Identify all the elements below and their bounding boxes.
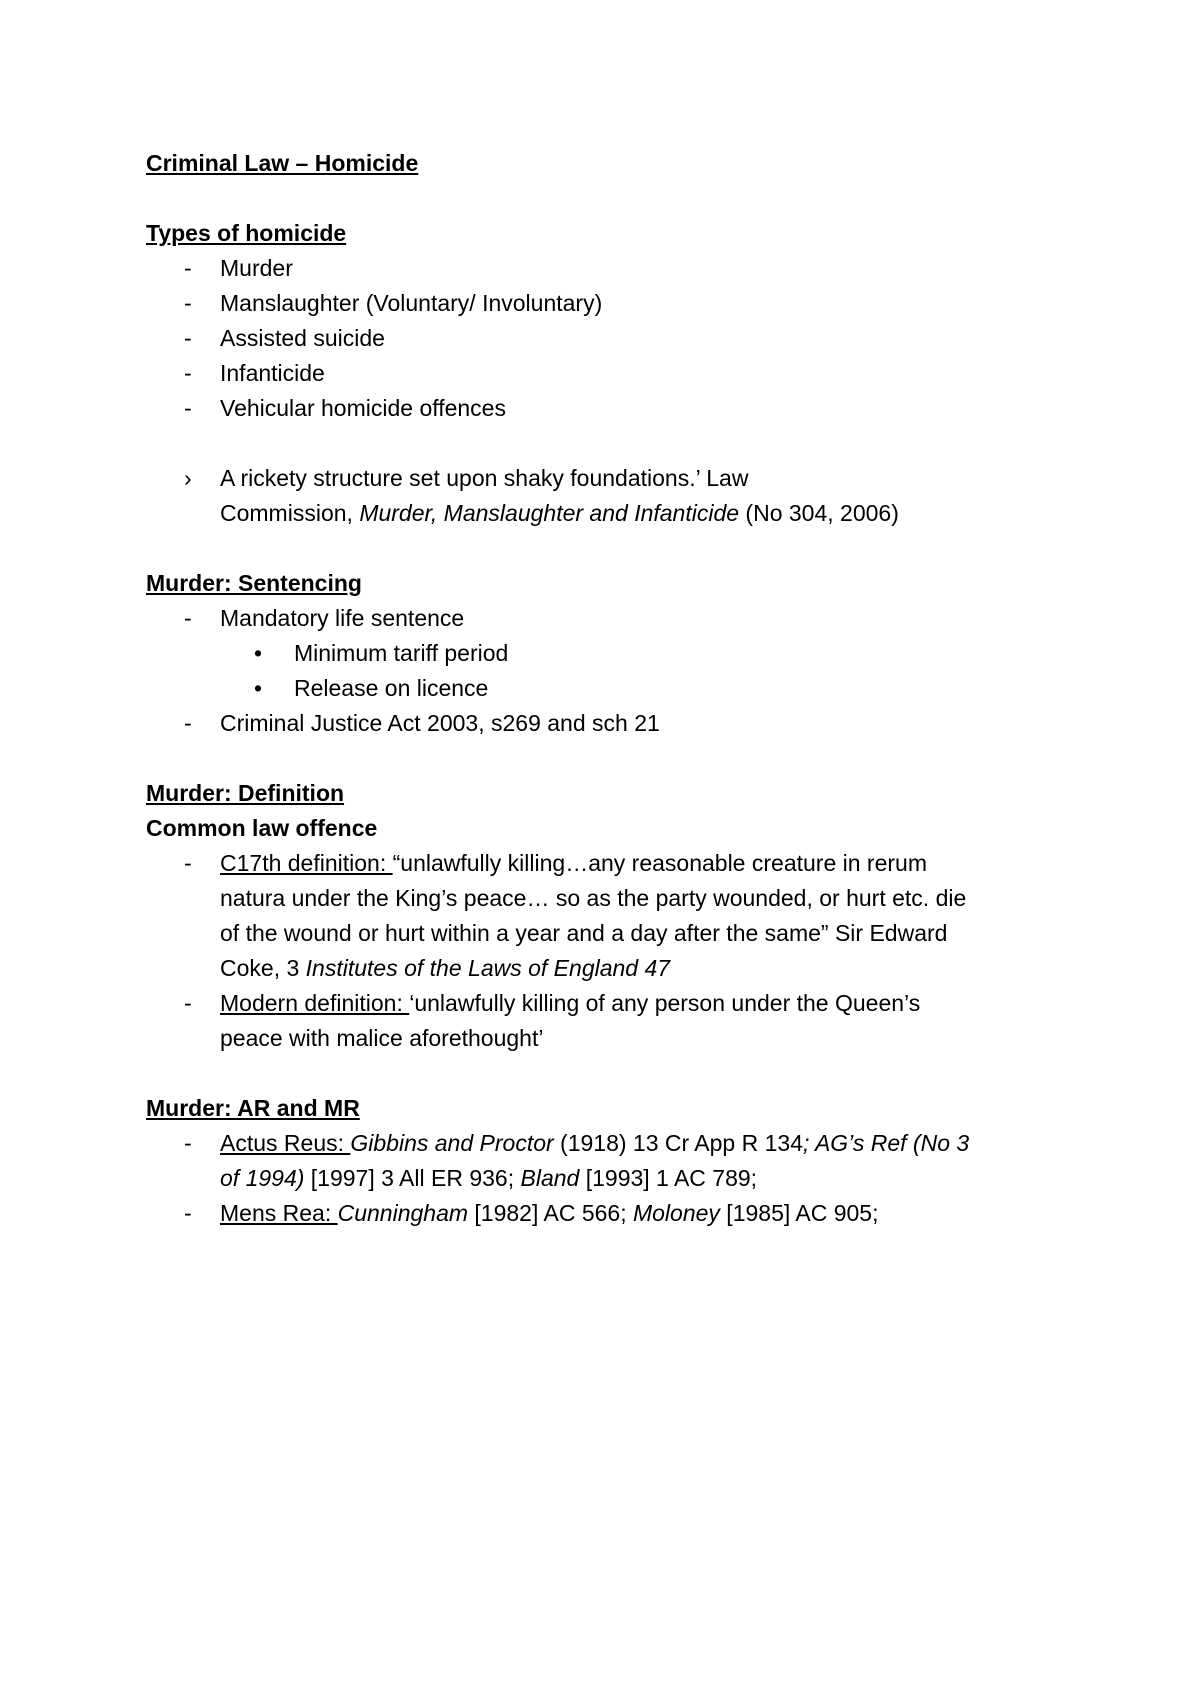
definition-heading: Murder: Definition <box>146 780 345 806</box>
dash-marker: - <box>184 710 192 736</box>
list-item-text: Mandatory life sentence <box>220 605 465 631</box>
document-title: Criminal Law – Homicide <box>146 150 419 176</box>
list-item <box>146 706 1076 741</box>
list-item <box>146 1126 1076 1196</box>
c17-definition-label: C17th definition: <box>220 850 393 876</box>
list-item-text: Vehicular homicide offences <box>220 395 506 421</box>
list-item-text: Infanticide <box>220 360 325 386</box>
actus-reus-label: Actus Reus: <box>220 1130 351 1156</box>
c17-definition-line-4-prefix: Coke, 3 <box>220 955 306 981</box>
list-item <box>146 1196 1076 1231</box>
quote-line-2-suffix: (No 304, 2006) <box>739 500 899 526</box>
case-citation: [1982] AC 566; <box>468 1200 633 1226</box>
bullet-marker: • <box>254 675 263 701</box>
sub-list-item <box>146 671 1076 706</box>
list-item-text: Murder <box>220 255 293 281</box>
modern-definition-line-2: peace with malice aforethought’ <box>220 1025 544 1051</box>
quote-report-title: Murder, Manslaughter and Infanticide <box>359 500 740 526</box>
case-name: AG’s Ref (No 3 <box>814 1130 970 1156</box>
mens-rea-label: Mens Rea: <box>220 1200 338 1226</box>
dash-marker: - <box>184 850 192 876</box>
list-item-text: Minimum tariff period <box>294 640 509 666</box>
c17-definition-line-2: natura under the King’s peace… so as the party wounded, or hurt etc. die <box>220 885 967 911</box>
case-name: of 1994) <box>220 1165 305 1191</box>
quote-line-1: A rickety structure set upon shaky foundations.’ Law <box>220 465 749 491</box>
dash-marker: - <box>184 1200 192 1226</box>
c17-source-title: Institutes of the Laws of England 47 <box>305 955 671 981</box>
list-item <box>146 321 1076 356</box>
case-name: Moloney <box>632 1200 720 1226</box>
spacer <box>146 741 1076 776</box>
dash-marker: - <box>184 255 192 281</box>
list-item <box>146 986 1076 1056</box>
sub-list-item <box>146 636 1076 671</box>
definition-subheading: Common law offence <box>146 815 378 841</box>
dash-marker: - <box>184 1130 192 1156</box>
spacer <box>146 531 1076 566</box>
dash-marker: - <box>184 290 192 316</box>
list-item <box>146 391 1076 426</box>
case-name: Cunningham <box>337 1200 469 1226</box>
types-heading: Types of homicide <box>146 220 347 246</box>
arrow-bullet-icon: › <box>184 465 192 491</box>
dash-marker: - <box>184 360 192 386</box>
c17-definition-line-1: “unlawfully killing…any reasonable creature in rerum <box>392 850 927 876</box>
case-citation: [1985] AC 905; <box>719 1200 879 1226</box>
separator: ; <box>803 1130 815 1156</box>
list-item <box>146 601 1076 636</box>
case-citation: (1918) 13 Cr App R 134 <box>553 1130 803 1156</box>
modern-definition-label: Modern definition: <box>220 990 410 1016</box>
list-item-text: Criminal Justice Act 2003, s269 and sch 21 <box>220 710 660 736</box>
bullet-marker: • <box>254 640 263 666</box>
spacer <box>146 1056 1076 1091</box>
list-item-text: Assisted suicide <box>220 325 385 351</box>
modern-definition-line-1: ‘unlawfully killing of any person under the Queen’s <box>409 990 921 1016</box>
list-item <box>146 846 1076 986</box>
list-item <box>146 356 1076 391</box>
list-item-text: Release on licence <box>294 675 489 701</box>
case-citation: [1997] 3 All ER 936; <box>304 1165 521 1191</box>
case-name: Bland <box>520 1165 580 1191</box>
dash-marker: - <box>184 395 192 421</box>
case-name: Gibbins and Proctor <box>350 1130 554 1156</box>
dash-marker: - <box>184 325 192 351</box>
quote-line-2-prefix: Commission, <box>220 500 360 526</box>
list-item <box>146 286 1076 321</box>
dash-marker: - <box>184 990 192 1016</box>
case-citation: [1993] 1 AC 789; <box>579 1165 758 1191</box>
document-body <box>146 146 1076 1231</box>
dash-marker: - <box>184 605 192 631</box>
quote-item <box>146 461 1076 531</box>
list-item <box>146 251 1076 286</box>
spacer <box>146 426 1076 461</box>
ar-mr-heading: Murder: AR and MR <box>146 1095 360 1121</box>
c17-definition-line-3: of the wound or hurt within a year and a day after the same” Sir Edward <box>220 920 948 946</box>
spacer <box>146 181 1076 216</box>
sentencing-heading: Murder: Sentencing <box>146 570 362 596</box>
list-item-text: Manslaughter (Voluntary/ Involuntary) <box>220 290 603 316</box>
